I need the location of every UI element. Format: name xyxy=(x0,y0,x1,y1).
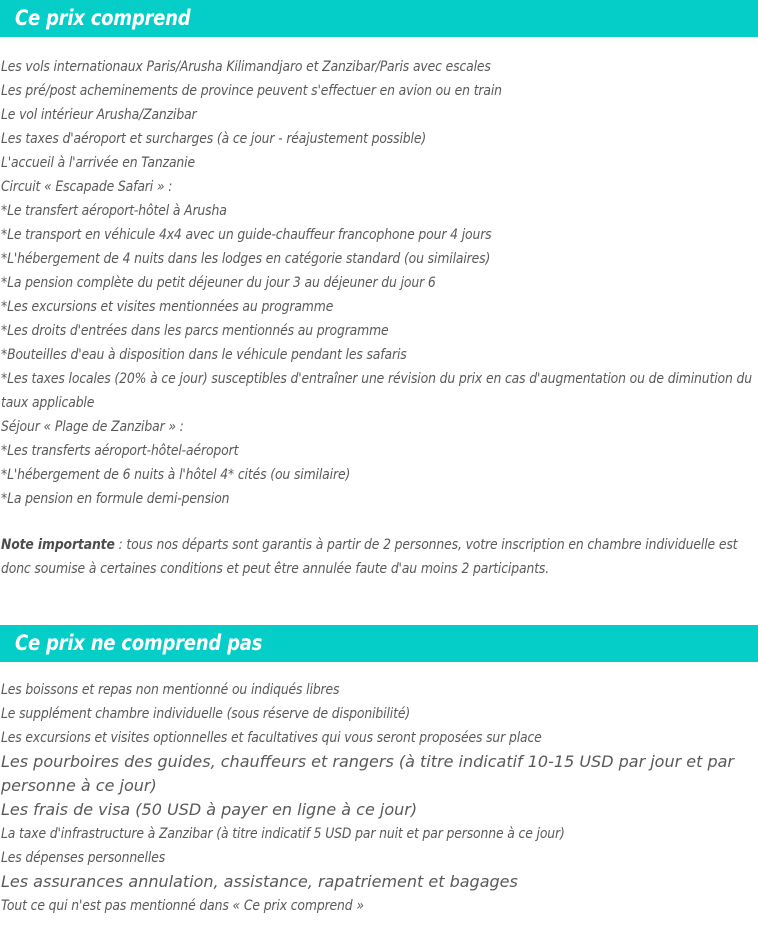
list-item: *La pension en formule demi-pension xyxy=(1,491,230,507)
list-item: *L'hébergement de 6 nuits à l'hôtel 4* cités (ou similaire) xyxy=(1,467,351,483)
important-note-text: : tous nos départs sont garantis à partir de 2 personnes, votre inscription en chambre individuelle est donc soumise à certaines conditions et peut être annulée faute d'au moins 2 participants. xyxy=(1,537,738,577)
list-item: *Bouteilles d'eau à disposition dans le véhicule pendant les safaris xyxy=(1,347,407,363)
list-item: *Les taxes locales (20% à ce jour) susceptibles d'entraîner une révision du prix en cas d'augmentation ou de diminution du taux applicable xyxy=(1,371,753,411)
section-header-included xyxy=(0,0,758,37)
list-item: *Les transferts aéroport-hôtel-aéroport xyxy=(1,443,239,459)
section-title-included: Ce prix comprend xyxy=(15,6,191,30)
section-body-included xyxy=(0,37,758,581)
list-item: *La pension complète du petit déjeuner du jour 3 au déjeuner du jour 6 xyxy=(1,275,436,291)
list-item: Les dépenses personnelles xyxy=(1,850,166,866)
important-note xyxy=(1,511,754,581)
section-spacer xyxy=(0,581,758,625)
section-header-not-included xyxy=(0,625,758,662)
section-body-not-included xyxy=(0,662,758,918)
list-item: Les excursions et visites optionnelles et facultatives qui vous seront proposées sur place xyxy=(1,730,542,746)
list-item: Les frais de visa (50 USD à payer en ligne à ce jour) xyxy=(1,800,418,819)
list-item: Le vol intérieur Arusha/Zanzibar xyxy=(1,107,197,123)
list-item: *Les excursions et visites mentionnées au programme xyxy=(1,299,334,315)
list-item: La taxe d'infrastructure à Zanzibar (à titre indicatif 5 USD par nuit et par personne à ce jour) xyxy=(1,826,565,842)
important-note-label: Note importante xyxy=(1,537,115,553)
list-item: Les boissons et repas non mentionné ou indiqués libres xyxy=(1,682,340,698)
list-item: Circuit « Escapade Safari » : xyxy=(1,179,173,195)
list-item: *Le transfert aéroport-hôtel à Arusha xyxy=(1,203,227,219)
list-item: Le supplément chambre individuelle (sous réserve de disponibilité) xyxy=(1,706,411,722)
section-title-not-included: Ce prix ne comprend pas xyxy=(15,631,263,655)
list-item: Les taxes d'aéroport et surcharges (à ce jour - réajustement possible) xyxy=(1,131,427,147)
list-item: *Les droits d'entrées dans les parcs mentionnés au programme xyxy=(1,323,389,339)
list-item: Les pourboires des guides, chauffeurs et rangers (à titre indicatif 10-15 USD par jour et par personne à ce jour) xyxy=(1,752,735,795)
list-item: Les pré/post acheminements de province peuvent s'effectuer en avion ou en train xyxy=(1,83,502,99)
list-item: *Le transport en véhicule 4x4 avec un guide-chauffeur francophone pour 4 jours xyxy=(1,227,492,243)
list-item: Les vols internationaux Paris/Arusha Kilimandjaro et Zanzibar/Paris avec escales xyxy=(1,59,491,75)
list-item: L'accueil à l'arrivée en Tanzanie xyxy=(1,155,195,171)
list-item: Tout ce qui n'est pas mentionné dans « Ce prix comprend » xyxy=(1,898,364,914)
list-item: Séjour « Plage de Zanzibar » : xyxy=(1,419,184,435)
list-item: *L'hébergement de 4 nuits dans les lodges en catégorie standard (ou similaires) xyxy=(1,251,491,267)
list-item: Les assurances annulation, assistance, rapatriement et bagages xyxy=(1,872,518,891)
